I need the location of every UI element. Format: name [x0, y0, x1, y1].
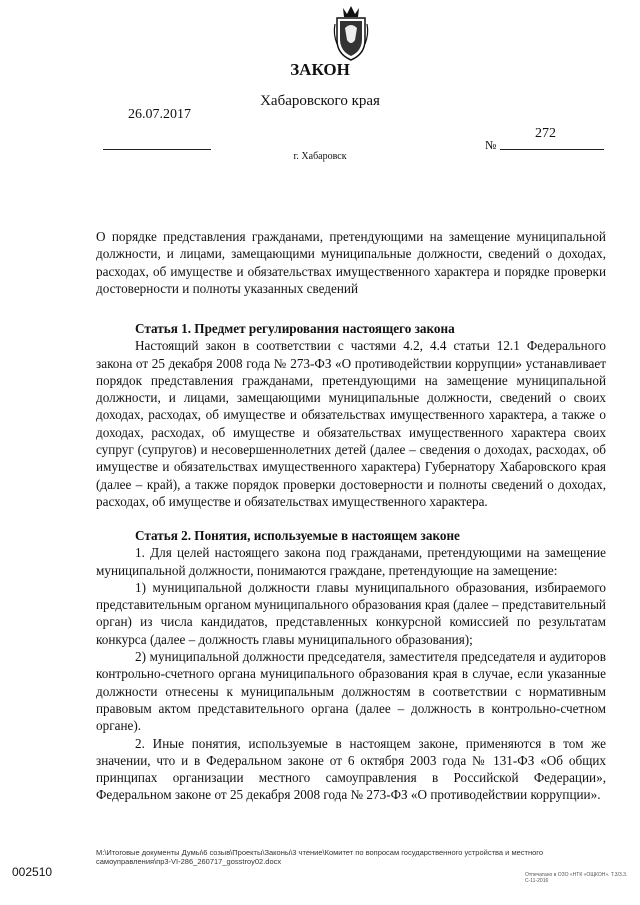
article-2-para-2: 2. Иные понятия, используемые в настоящем законе, применяются в том же значении, что и в Федеральном законе от 6 октября 2003 года № 131-ФЗ «Об общих принципах организации местного самоуправления в Российской Федерации», Федеральном законе от 25 декабря 2008 года № 273-ФЗ «О противодействии коррупции».	[96, 735, 606, 803]
city-label: г. Хабаровск	[293, 151, 347, 162]
footer-print-note: Отпечатано в ОЗО «НТК «ОЩКОН». Т.3/3.3. С-11-2016	[525, 872, 628, 884]
article-2-para-1-item-1: 1) муниципальной должности главы муниципального образования, избираемого представительным органом муниципального образования края (далее – представительный орган) из числа кандидатов, представленных конкурсной комиссией по результатам конкурса (далее – должность главы муниципального образования);	[96, 579, 606, 647]
document-title: ЗАКОН	[290, 60, 350, 79]
article-2-heading: Статья 2. Понятия, используемые в настоящем законе	[135, 528, 460, 543]
document-subtitle: Хабаровского края	[260, 93, 380, 109]
document-number: 272	[535, 126, 556, 141]
document-date: 26.07.2017	[128, 107, 191, 122]
article-1-text: Настоящий закон в соответствии с частями 4.2, 4.4 статьи 12.1 Федерального закона от 25 декабря 2008 года № 273-ФЗ «О противодействии коррупции» устанавливает порядок представления гражданами, претендующими на замещение муниципальной должности, и лицами, замещающими муниципальные должности, сведений о своих доходах, расходах, об имуществе и обязательствах имущественного характера, а также о доходах, расходах, об имуществе и обязательствах имущественного характера своих супруг (супругов) и несовершеннолетних детей (далее – сведения о доходах, расходах, об имуществе и обязательствах имущественного характера) Губернатору Хабаровского края (далее – край), а также порядок проверки достоверности и полноты сведений о доходах, расходах, об имуществе и обязательствах имущественного характера.	[96, 338, 606, 509]
date-underline	[103, 149, 211, 150]
coat-of-arms-icon	[331, 4, 371, 62]
article-2-para-1: 1. Для целей настоящего закона под гражданами, претендующими на замещение муниципальной должности, понимаются граждане, претендующие на замещение:	[96, 545, 606, 578]
article-1-heading: Статья 1. Предмет регулирования настоящего закона	[135, 321, 455, 336]
law-title-block	[96, 228, 606, 297]
article-1	[96, 320, 606, 510]
footer-code: 002510	[12, 865, 53, 879]
footer-file-path: M:\Итоговые документы Думы\6 созыв\Проекты\Законы\3 чтение\Комитет по вопросам государственного устройства и местного самоуправления\пр3-VI-286_260717_gosstroy02.docx	[96, 848, 544, 866]
number-label: №	[485, 138, 497, 152]
article-2-para-1-item-2: 2) муниципальной должности председателя, заместителя председателя и аудиторов контрольно-счетного органа муниципального образования края в случае, если указанные должности отнесены к муниципальным должностям в соответствии с нормативным правовым актом представительного органа (далее – должность в контрольно-счетном органе).	[96, 649, 606, 734]
article-2	[96, 527, 606, 804]
law-title: О порядке представления гражданами, претендующими на замещение муниципальной должности, и лицами, замещающими муниципальные должности, сведений о доходах, расходах, об имуществе и обязательствах имущественного характера и порядке проверки достоверности и полноты указанных сведений	[96, 229, 606, 296]
number-underline	[500, 149, 604, 150]
